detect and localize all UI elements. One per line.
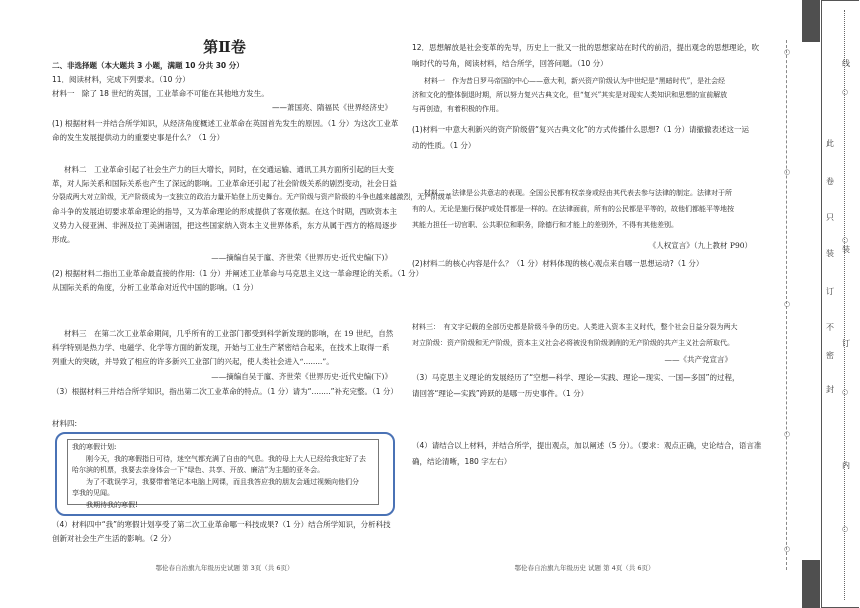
seal-char: 只	[826, 213, 834, 222]
material-1: 材料一 除了 18 世纪的英国，工业革命不可能在其他地方发生。	[52, 89, 269, 98]
question-11-2a: (2) 根据材料二指出工业革命最直接的作用:（1 分）并阐述工业革命与马克思主义这一革命理论的关系。（1 分）	[52, 269, 424, 278]
material-2-line: 材料二 法律是公共意志的表现。全国公民都有权亲身或经由其代表去参与法律的制定。法律对于所	[424, 189, 732, 197]
material-4-frame	[55, 432, 395, 516]
question-11-2b: 从国际关系的角度，分析工业革命对近代中国的影响。（1 分）	[52, 283, 258, 292]
material-4-label: 材料四:	[52, 419, 78, 428]
note-line: 我期待我的寒假!	[72, 500, 138, 509]
question-12-3a: （3）马克思主义理论的发展经历了“空想—科学、理论—实践、理论—现实、一国—多国”的过程，	[412, 373, 740, 382]
circle-mark: ○	[842, 236, 849, 244]
seal-char: 订	[826, 287, 834, 296]
binding-margin	[772, 0, 860, 608]
note-line: 为了不耽误学习，我要带着笔记本电脑上网课，而且我答应我的朋友会通过视频向他们分	[72, 477, 359, 486]
material-2-line: 分裂成两大对立阶级，无产阶级成为一支独立的政治力量开始登上历史舞台。无产阶级与资产阶级的斗争也越来越激烈，无产阶级革	[52, 193, 452, 201]
question-12-1b: 动的性质。（1 分）	[412, 141, 476, 150]
material-2-line: 其能力担任一切官职、公共职位和职务，除德行和才能上的差别外，不得有其他差别。	[412, 221, 678, 229]
material-2-line: 命斗争的发展迫切要求革命理论的指导，又为革命理论的形成提供了客观依据。在这个时期，西欧资本主	[52, 207, 397, 216]
gray-bar-bottom	[802, 560, 820, 608]
question-12a: 12．思想解放是社会变革的先导，历史上一批又一批的思想家站在时代的前沿，提出观念的思想理论，吹	[412, 43, 760, 52]
note-line: 刚今天，我的寒假指日可待，迷空气都充满了自由的气息。我的母上大人已经给我定好了去	[72, 454, 366, 463]
seal-char: 线	[842, 59, 850, 68]
section-title: 第Ⅱ卷	[203, 38, 246, 56]
circle-mark: ○	[784, 168, 791, 176]
question-12-4b: 确，结论清晰，180 字左右）	[412, 457, 512, 466]
circle-mark: ○	[784, 430, 791, 438]
question-11-4b: 创新对社会生产生活的影响。（2 分）	[52, 534, 176, 543]
question-11-1b: 命的发生发展提供动力的重要史事是什么？（1 分）	[52, 133, 225, 142]
material-2-source: ——摘编自吴于廑、齐世荣《世界历史·近代史编(下)》	[211, 253, 392, 262]
note-line: 哈尔滨的机票，我要去亲身体会一下“绿色、共享、开放、廉洁”为主题的亚冬会。	[72, 466, 325, 474]
material-1-line: 材料一 作为昔日罗马帝国的中心——意大利，新兴资产阶级认为中世纪是“黑暗时代”，是社会经	[424, 77, 726, 85]
circle-mark: ○	[784, 300, 791, 308]
seal-char: 卷	[826, 177, 834, 186]
page-footer: 鄂伦春自治旗九年级历史 试题 第 4页（共 6页）	[514, 564, 655, 572]
gray-bar-top	[802, 0, 820, 42]
circle-mark: ○	[784, 48, 791, 56]
material-2-line: 革，对人际关系和国际关系也产生了深远的影响。工业革命还引起了社会阶级关系的剧烈变动，社会日益	[52, 179, 397, 188]
seal-char: 内	[842, 461, 850, 470]
material-2-line: 形成。	[52, 235, 75, 244]
question-11-4a: （4）材料四中“我”的寒假计划享受了第二次工业革命哪一科技成果?（1 分）结合所学知识，分析科技	[52, 520, 391, 529]
material-3-line: 材料三： 有文字记载的全部历史都是阶级斗争的历史。人类进入资本主义时代，整个社会日益分裂为两大	[412, 323, 738, 331]
seal-dotted-line	[844, 10, 847, 600]
material-3-line: 科学特别是热力学、电磁学、化学等方面的新发现，开始与工业生产紧密结合起来，在技术上取得一系	[52, 343, 390, 352]
material-2-line: 材料二 工业革命引起了社会生产力的巨大增长，同时，在交通运输、通讯工具方面所引起的巨大变	[64, 165, 394, 174]
question-12b: 响时代的号角，阅读材料，结合所学，回答问题。（10 分）	[412, 59, 608, 68]
material-3-line: 列重大的突破，并导致了相应的许多新兴工业部门的兴起，使人类社会进入“........”。	[52, 357, 334, 366]
circle-mark: ○	[842, 388, 849, 396]
question-11: 11．阅读材料，完成下列要求。（10 分）	[52, 75, 190, 84]
question-11-3: （3）根据材料三并结合所学知识，指出第二次工业革命的特点。（1 分）请为“........”补充完整。（1 分）	[52, 387, 398, 396]
question-12-4a: （4）请结合以上材料，并结合所学，提出观点，加以阐述（5 分）。（要求：观点正确，史论结合，语言准	[412, 441, 762, 450]
seal-char: 封	[826, 385, 834, 394]
material-3-line: 材料三 在第二次工业革命期间，几乎所有的工业部门都受到科学新发现的影响，在 19 世纪，自然	[64, 329, 394, 338]
note-line: 我的寒假计划:	[72, 443, 117, 451]
seal-border	[821, 0, 859, 608]
material-2-line: 有的人，无论是施行保护或处罚都是一样的。在法律面前，所有的公民都是平等的，故他们都能平等地按	[412, 205, 734, 213]
seal-char: 密	[826, 351, 834, 360]
material-3-line: 对立阶级：资产阶级和无产阶级，资本主义社会必将被没有阶级剥削的无产阶级的共产主义社会所取代。	[412, 339, 734, 347]
material-3-source: ——摘编自吴于廑、齐世荣《世界历史·近代史编(下)》	[211, 372, 392, 381]
page-footer: 鄂伦春自治旗九年级历史试题 第 3页（共 6页）	[155, 564, 294, 572]
question-12-3b: 请回答“理论—实践”跨跃的是哪一历史事件。（1 分）	[412, 389, 589, 398]
material-1-line: 济和文化的整体倒退时期，所以努力复兴古典文化，但“复兴”其实是对现实人类知识和思想的宣前解放	[412, 91, 728, 99]
material-2-source: 《人权宣言》（九上教材 P90）	[648, 241, 752, 250]
seal-char: 装	[826, 249, 834, 258]
material-1-source: ——萧国亮、隋福民《世界经济史》	[272, 103, 392, 112]
question-11-1a: (1) 根据材料一并结合所学知识，从经济角度概述工业革命在英国首先发生的原因。（1 分）为这次工业革	[52, 119, 399, 128]
material-4-note	[67, 439, 379, 509]
material-3-source: ——《共产党宣言》	[664, 355, 732, 364]
note-line: 享我的见闻。	[72, 489, 114, 497]
question-12-2: (2)材料二的核心内容是什么？（1 分）材料体现的核心观点来自哪一思想运动?（1 分）	[412, 259, 704, 268]
circle-mark: ○	[842, 88, 849, 96]
material-2-line: 义势力入侵亚洲、非洲及拉丁美洲诸国，把这些国家纳入资本主义世界体系，东方从属于西方的格局逐步	[52, 221, 397, 230]
circle-mark: ○	[842, 525, 849, 533]
material-1-line: 与再创造，有着积极的作用。	[412, 105, 503, 113]
seal-char: 订	[842, 339, 850, 348]
circle-mark: ○	[784, 545, 791, 553]
seal-char: 不	[826, 323, 834, 332]
seal-char: 此	[826, 139, 834, 148]
seal-char: 装	[842, 245, 850, 254]
right-page	[412, 0, 762, 608]
section-heading: 二、非选择题（本大题共 3 小题，满题 10 分共 30 分）	[52, 61, 244, 70]
question-12-1a: (1)材料一中意大利新兴的资产阶级借“复兴古典文化”的方式传播什么思想?（1 分）请撤撤表述这一运	[412, 125, 750, 134]
